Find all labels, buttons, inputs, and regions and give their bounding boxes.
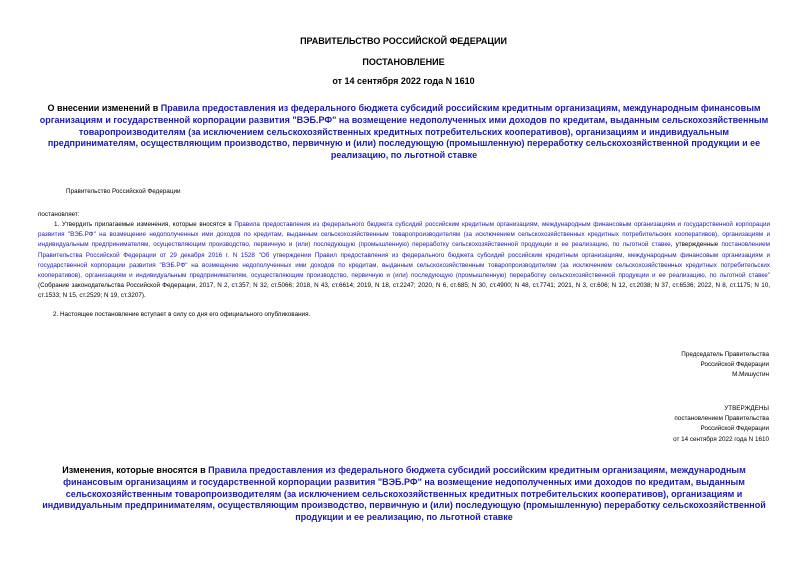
document-title bbox=[38, 103, 770, 162]
p1-rules-link[interactable]: Правила предоставления из федерального бюджета субсидий российским кредитным организациям, международным финансовым организациям и государственной корпорации развития "ВЭБ.РФ" на возмещение недополученных ими доходов по кредитам, выданным сельскохозяйственным товаропроизводителям (за исключением сельскохозяйственных кредитных потребительских кооперативов), организациям и индивидуальным предпринимателям, осуществляющим производство, первичную и (или) последующую (промышленную) переработку сельскохозяйственной продукции и ее реализацию, по льготной ставке bbox=[38, 221, 770, 249]
signature-country: Российской Федерации bbox=[700, 361, 769, 369]
signature-block bbox=[681, 350, 769, 381]
government-heading: ПРАВИТЕЛЬСТВО РОССИЙСКОЙ ФЕДЕРАЦИИ bbox=[300, 36, 507, 46]
approved-block bbox=[673, 404, 769, 445]
signature-position: Председатель Правительства bbox=[681, 351, 769, 358]
doc-type-heading: ПОСТАНОВЛЕНИЕ bbox=[362, 57, 445, 67]
paragraph-2: 2. Настоящее постановление вступает в силу со дня его официального опубликования. bbox=[53, 311, 311, 318]
approved-date: от 14 сентября 2022 года N 1610 bbox=[673, 435, 769, 443]
approved-country: Российской Федерации bbox=[700, 425, 769, 433]
p1-mid: , утвержденные bbox=[670, 241, 722, 249]
p1-start: 1. Утвердить прилагаемые изменения, которые вносятся в bbox=[54, 221, 235, 228]
paragraph-1 bbox=[38, 220, 770, 302]
changes-title bbox=[38, 465, 770, 524]
approved-by: постановлением Правительства bbox=[674, 415, 769, 423]
changes-title-prefix: Изменения, которые вносятся в bbox=[62, 465, 209, 475]
decrees-line: постановляет: bbox=[38, 211, 80, 218]
changes-rules-link[interactable]: Правила предоставления из федерального бюджета субсидий российским кредитным организациям, международным финансовым организациям и государственной корпорации развития "ВЭБ.РФ" на возмещение недополученных ими доходов по кредитам, выданным сельскохозяйственным товаропроизводителям (за исключением сельскохозяйственных кредитных потребительских кооперативов), организациям и индивидуальным предпринимателям, осуществляющим производство, первичную и (или) последующую (промышленную) переработку сельскохозяйственной продукции и ее реализацию, по льготной ставке bbox=[42, 465, 766, 523]
date-number-heading: от 14 сентября 2022 года N 1610 bbox=[332, 76, 475, 86]
title-rules-link[interactable]: Правила предоставления из федерального бюджета субсидий российским кредитным организациям, международным финансовым организациям и государственной корпорации развития "ВЭБ.РФ" на возмещение недополученных ими доходов по кредитам, выданным сельскохозяйственным товаропроизводителям (за исключением сельскохозяйственных кредитных потребительских кооперативов), организациям и индивидуальным предпринимателям, осуществляющим производство, первичную и (или) последующую (промышленную) переработку сельскохозяйственной продукции и ее реализацию, по льготной ставке bbox=[39, 103, 769, 161]
signature-name: М.Мишустин bbox=[732, 371, 769, 379]
title-prefix: О внесении изменений в bbox=[47, 103, 161, 113]
p1-end: (Собрание законодательства Российской Федерации, 2017, N 2, ст.357; N 32, ст.5066; 2018, N 43, ст.6614; 2019, N 18, ст.2247; 2020, N 6, ст.685; N 30, ст.4900; N 48, ст.7741; 2021, N 3, ст.606; N 12, ст.2038; N 37, ст.6536; 2022, N 8, ст.1175; N 10, ст.1533; N 15, ст.2529; N 19, ст.3207). bbox=[38, 282, 770, 300]
government-line: Правительство Российской Федерации bbox=[66, 188, 181, 195]
approved-label: УТВЕРЖДЕНЫ bbox=[724, 405, 769, 412]
p1-resolution-link[interactable]: постановлением Правительства Российской Федерации от 29 декабря 2016 г. N 1528 "Об утверждении Правил предоставления из федерального бюджета субсидий российским кредитным организациям, международным финансовым организациям и государственной корпорации развития "ВЭБ.РФ" на возмещение недополученных ими доходов по кредитам, выданным сельскохозяйственным товаропроизводителям (за исключением сельскохозяйственных кредитных потребительских кооперативов), организациям и индивидуальным предпринимателям, осуществляющим производство, первичную и (или) последующую (промышленную) переработку сельскохозяйственной продукции и ее реализацию, по льготной ставке" bbox=[38, 241, 771, 280]
